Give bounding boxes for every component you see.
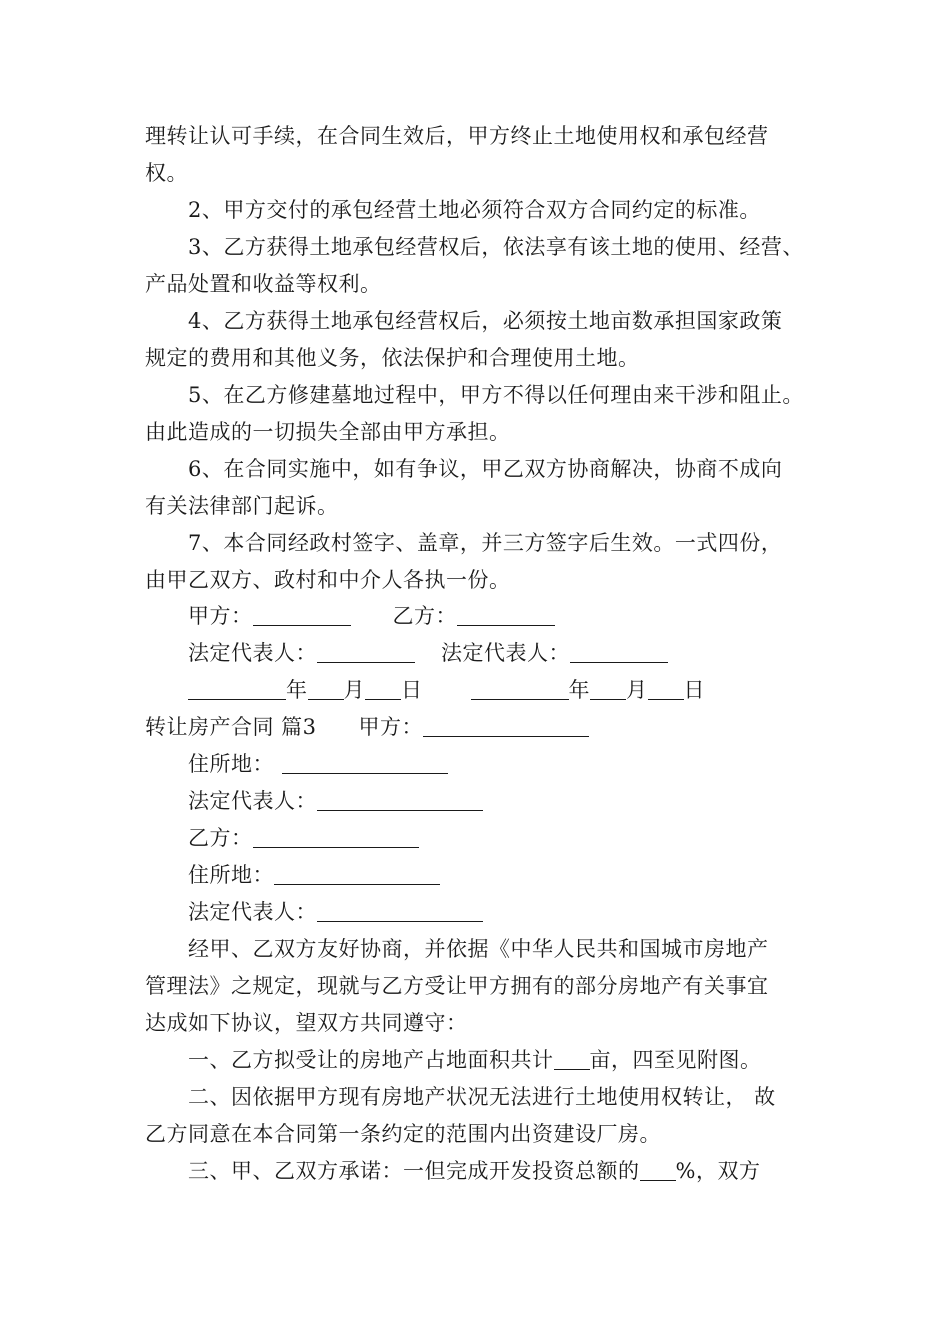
article-3-text: 三、甲、乙双方承诺：一但完成开发投资总额的 [188,1159,640,1183]
address-a-blank[interactable] [282,751,448,774]
article-2: 二、因依据甲方现有房地产状况无法进行土地使用权转让， 故 [188,1085,776,1109]
rep-label: 法定代表人： [188,789,317,813]
clause-5: 5、在乙方修建墓地过程中，甲方不得以任何理由来干涉和阻止。 [188,383,804,407]
area-blank[interactable] [554,1047,590,1070]
text-line: 产品处置和收益等权利。 [145,272,382,296]
text-line: 由甲乙双方、政村和中介人各执一份。 [145,568,511,592]
day-label: 日 [683,678,705,702]
month-blank[interactable] [308,677,344,700]
text-line: 有关法律部门起诉。 [145,494,339,518]
address-label: 住所地： [188,752,274,776]
signature-representatives [188,638,668,668]
address-b-blank[interactable] [274,862,440,885]
year-blank[interactable] [471,677,569,700]
day-label: 日 [401,678,423,702]
article-3-text-end: %，双方 [675,1159,761,1183]
rep-a-blank[interactable] [317,640,415,663]
clause-7: 7、本合同经政村签字、盖章，并三方签字后生效。一式四份， [188,531,783,555]
text-line: 乙方同意在本合同第一条约定的范围内出资建设厂房。 [145,1122,661,1146]
signature-parties [188,601,555,631]
party-a-blank[interactable] [253,603,351,626]
article-1-text: 一、乙方拟受让的房地产占地面积共计 [188,1048,554,1072]
rep-b-blank[interactable] [317,899,483,922]
rep-b-label: 法定代表人： [441,641,570,665]
rep-a-blank[interactable] [317,788,483,811]
year-label: 年 [286,678,308,702]
party-b-blank[interactable] [457,603,555,626]
rep-label: 法定代表人： [188,900,317,924]
preamble-line: 管理法》之规定，现就与乙方受让甲方拥有的部分房地产有关事宜 [145,974,769,998]
month-label: 月 [343,678,365,702]
clause-6: 6、在合同实施中，如有争议，甲乙双方协商解决，协商不成向 [188,457,783,481]
party-a-label: 甲方： [188,604,253,628]
clause-3: 3、乙方获得土地承包经营权后，依法享有该土地的使用、经营、 [188,235,804,259]
address-a-line [188,749,448,779]
party-b-line [188,823,419,853]
clause-4: 4、乙方获得土地承包经营权后，必须按土地亩数承担国家政策 [188,309,783,333]
rep-b-line [188,897,483,927]
party-a-label: 甲方： [358,715,424,739]
party-b-label: 乙方： [188,826,253,850]
party-b-label: 乙方： [392,604,457,628]
party-a-blank[interactable] [423,714,589,737]
article-1-text-end: 亩，四至见附图。 [589,1048,762,1072]
rep-a-label: 法定代表人： [188,641,317,665]
preamble-line: 经甲、乙双方友好协商，并依据《中华人民共和国城市房地产 [188,937,769,961]
day-blank[interactable] [365,677,401,700]
contract-3-title: 转让房产合同 篇3 [145,715,317,739]
text-line: 权。 [145,161,188,185]
signature-dates [188,675,705,705]
month-blank[interactable] [590,677,626,700]
preamble-line: 达成如下协议，望双方共同遵守： [145,1011,468,1035]
day-blank[interactable] [648,677,684,700]
month-label: 月 [626,678,648,702]
address-b-line [188,860,440,890]
contract-3-header [145,712,589,742]
rep-b-blank[interactable] [570,640,668,663]
text-line: 理转让认可手续，在合同生效后，甲方终止土地使用权和承包经营 [145,124,769,148]
year-label: 年 [568,678,590,702]
rep-a-line [188,786,483,816]
percent-blank[interactable] [640,1158,676,1181]
address-label: 住所地： [188,863,274,887]
article-1 [188,1045,762,1075]
text-line: 由此造成的一切损失全部由甲方承担。 [145,420,511,444]
clause-2: 2、甲方交付的承包经营土地必须符合双方合同约定的标准。 [188,198,761,222]
year-blank[interactable] [188,677,286,700]
party-b-blank[interactable] [253,825,419,848]
article-3 [188,1156,760,1186]
text-line: 规定的费用和其他义务，依法保护和合理使用土地。 [145,346,640,370]
